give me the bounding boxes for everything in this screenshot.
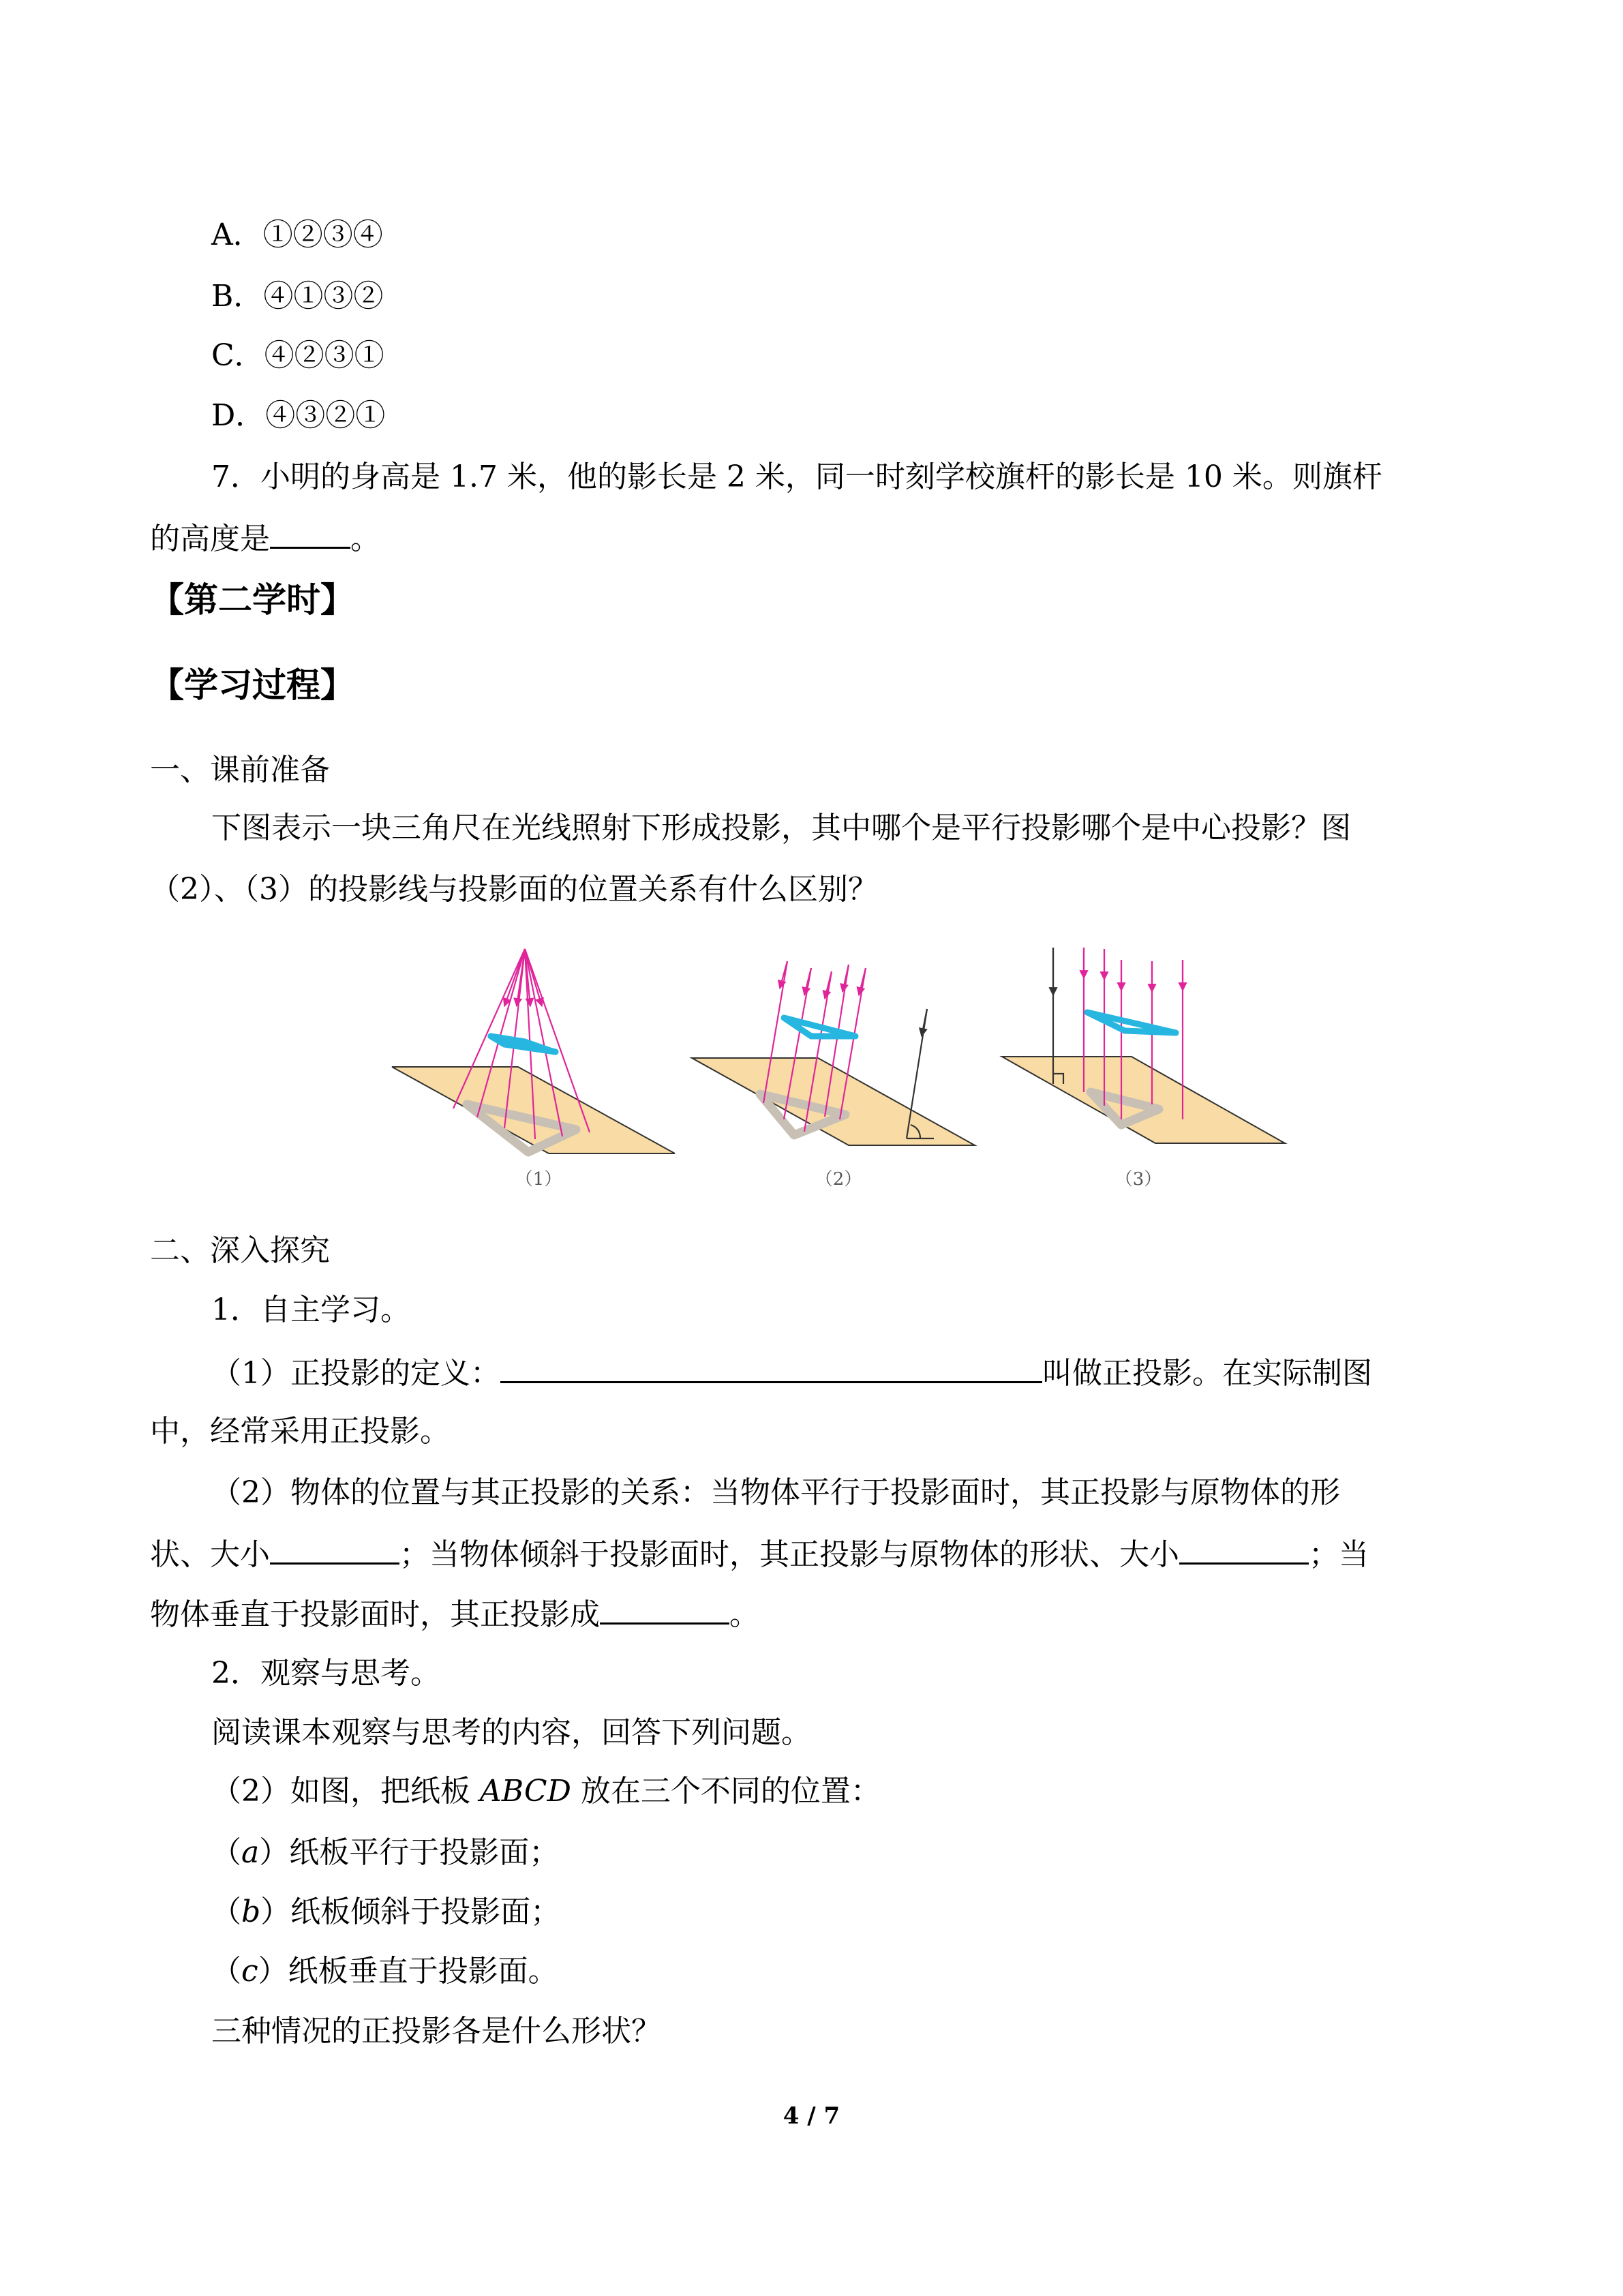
relation-blank-3	[600, 1592, 729, 1625]
triangle-ruler-2	[784, 1018, 855, 1036]
panel-3-orthographic-projection	[1002, 948, 1285, 1143]
case-b: （b）纸板倾斜于投影面；	[211, 1894, 561, 1929]
section-2-title: 二、深入探究	[150, 1233, 330, 1268]
option-a: A．①②③④	[211, 217, 383, 252]
cardboard-intro: （2）如图，把纸板 ABCD 放在三个不同的位置：	[211, 1774, 881, 1809]
option-d: D．④③②①	[211, 398, 386, 433]
projection-plane-3	[1002, 1057, 1285, 1143]
triangle-ruler-3	[1087, 1012, 1176, 1033]
panel-2-oblique-projection	[692, 961, 975, 1145]
question-7-line2: 的高度是 。	[150, 517, 380, 560]
relation-line2: 状、大小 ；当物体倾斜于投影面时，其正投影与原物体的形状、大小 ；当	[150, 1532, 1369, 1575]
heading-second-period: 【第二学时】	[150, 580, 354, 620]
definition-line2: 中，经常采用正投影。	[150, 1414, 450, 1449]
projection-figure	[382, 941, 1295, 1200]
option-c: C．④②③①	[211, 338, 384, 373]
case-c: （c）纸板垂直于投影面。	[211, 1954, 558, 1989]
relation-line3: 物体垂直于投影面时，其正投影成 。	[150, 1592, 759, 1635]
definition-line1: （1）正投影的定义： 叫做正投影。在实际制图	[211, 1351, 1372, 1394]
figure-label-3: （3）	[1114, 1169, 1162, 1190]
figure-label-2: （2）	[815, 1169, 862, 1190]
section-1-title: 一、课前准备	[150, 753, 330, 787]
projection-plane-2	[692, 1058, 975, 1145]
section-1-paragraph-line2: （2）、（3）的投影线与投影面的位置关系有什么区别？	[150, 872, 878, 907]
question-7-line1: 7．小明的身高是 1.7 米，他的影长是 2 米，同一时刻学校旗杆的影长是 10 米。则旗杆	[211, 459, 1382, 494]
relation-blank-1	[270, 1532, 399, 1565]
relation-blank-2	[1179, 1532, 1309, 1565]
definition-blank	[500, 1351, 1042, 1383]
item-1-self-study: 1．自主学习。	[211, 1293, 410, 1327]
item-2-observe-think: 2．观察与思考。	[211, 1656, 440, 1691]
panel-1-central-projection	[392, 949, 675, 1153]
relation-line1: （2）物体的位置与其正投影的关系：当物体平行于投影面时，其正投影与原物体的形	[211, 1475, 1340, 1510]
heading-learning-process: 【学习过程】	[150, 665, 354, 705]
answer-blank	[270, 517, 350, 549]
shape-question: 三种情况的正投影各是什么形状？	[211, 2014, 661, 2049]
option-b: B．④①③②	[211, 279, 384, 314]
case-a: （a）纸板平行于投影面；	[211, 1835, 560, 1870]
section-1-paragraph-line1: 下图表示一块三角尺在光线照射下形成投影，其中哪个是平行投影哪个是中心投影？图	[211, 811, 1351, 845]
page-number: 4 / 7	[783, 2102, 840, 2130]
reading-instruction: 阅读课本观察与思考的内容，回答下列问题。	[211, 1715, 811, 1750]
figure-label-1: （1）	[515, 1169, 562, 1190]
